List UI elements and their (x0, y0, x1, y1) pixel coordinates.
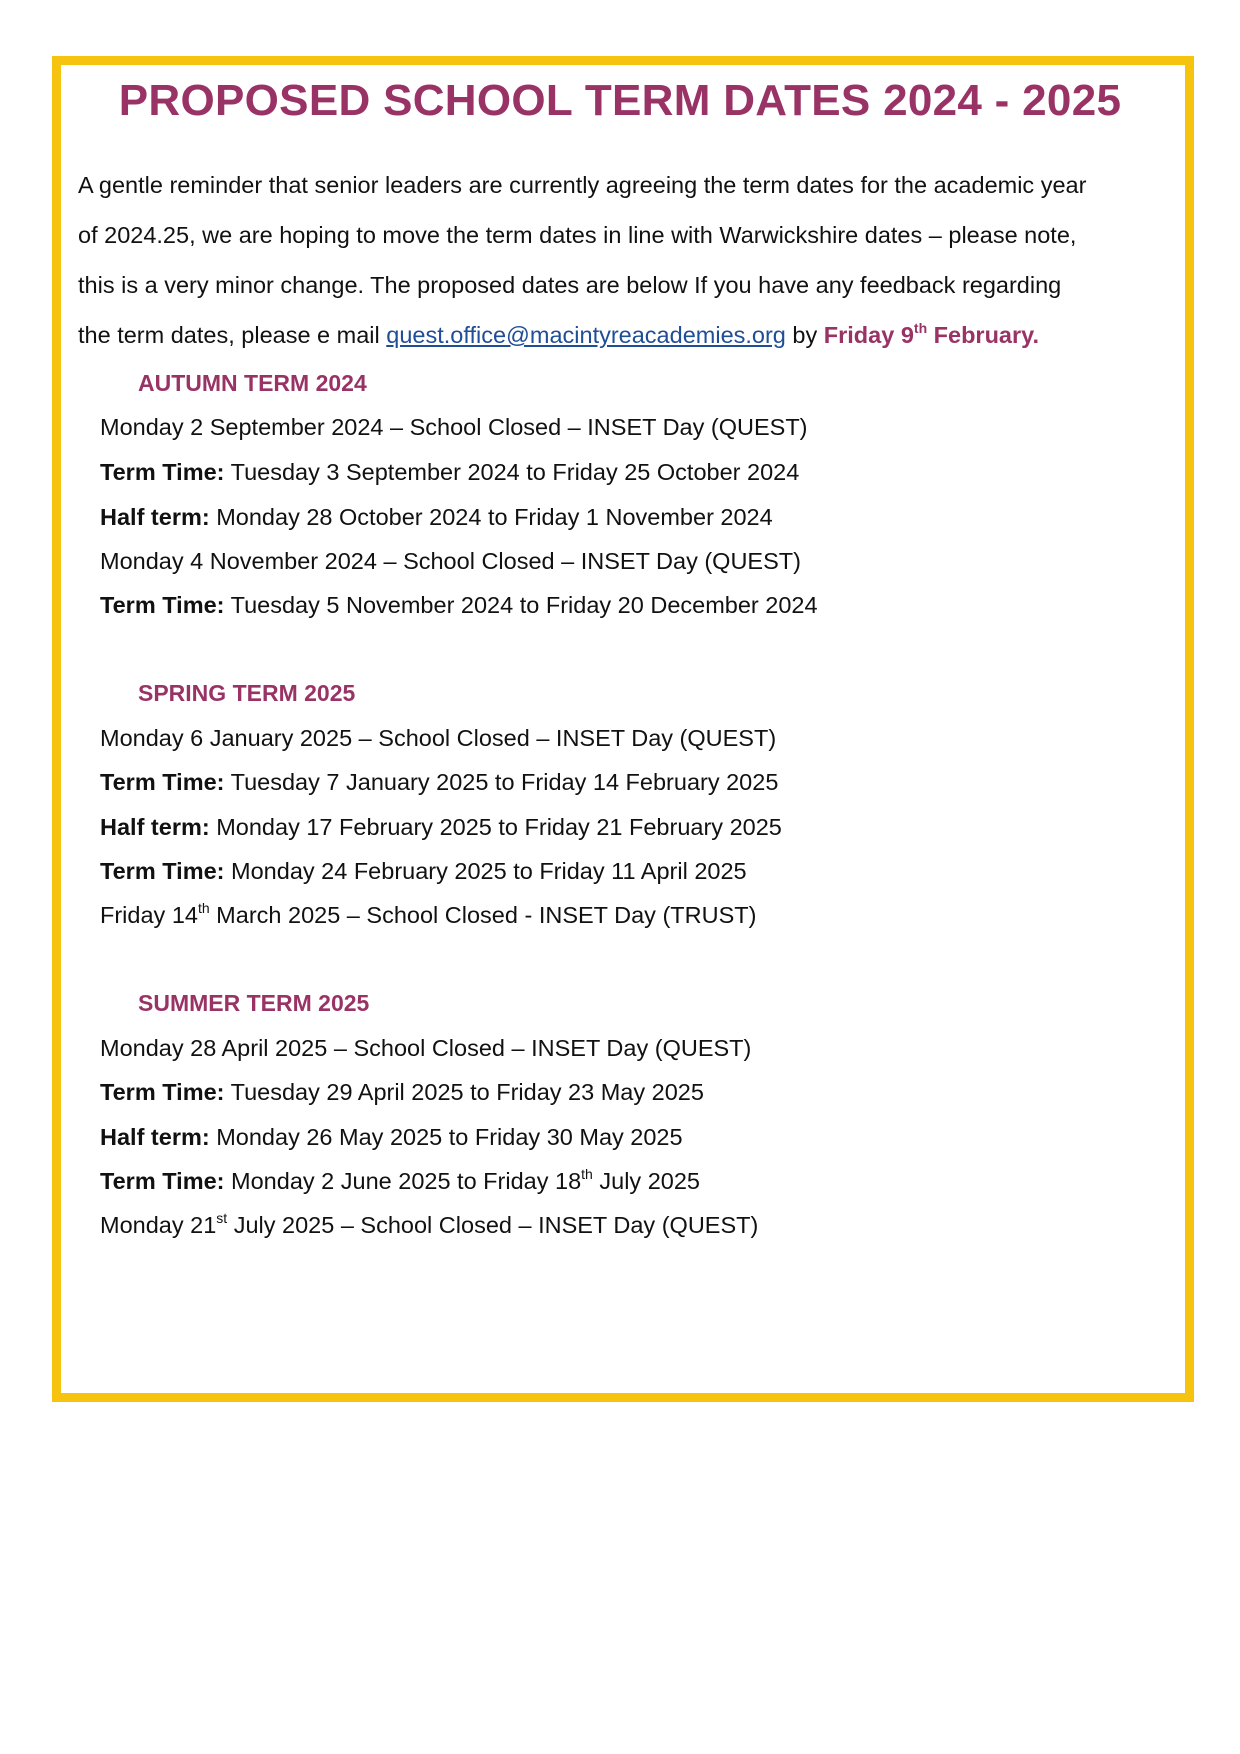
autumn-entry-3-text: Monday 28 October 2024 to Friday 1 November 2024 (209, 504, 773, 530)
feedback-deadline (824, 322, 1039, 348)
spring-entry-5-day: Friday 14 (100, 902, 198, 928)
autumn-entry-2 (100, 459, 799, 486)
spring-entry-5-text: March 2025 – School Closed - INSET Day (TRUST) (209, 902, 757, 928)
half-term-label: Half term: (100, 504, 210, 530)
autumn-term-heading: AUTUMN TERM 2024 (138, 370, 367, 396)
deadline-month: February. (927, 322, 1040, 348)
ordinal-suffix: st (216, 1210, 228, 1227)
summer-entry-5-day: Monday 21 (100, 1212, 217, 1238)
half-term-label: Half term: (100, 814, 210, 840)
ordinal-suffix: th (197, 900, 210, 917)
autumn-entry-5-text: Tuesday 5 November 2024 to Friday 20 December 2024 (224, 592, 818, 618)
intro-line-4 (78, 310, 1168, 360)
intro-by-text: by (785, 322, 824, 348)
spring-entry-2 (100, 769, 778, 796)
autumn-entry-4: Monday 4 November 2024 – School Closed – INSET Day (QUEST) (100, 548, 801, 574)
spring-entry-4-text: Monday 24 February 2025 to Friday 11 April 2025 (224, 858, 747, 884)
summer-entry-4-month: July 2025 (592, 1168, 700, 1194)
summer-entry-3-text: Monday 26 May 2025 to Friday 30 May 2025 (209, 1124, 683, 1150)
term-time-label: Term Time: (100, 769, 225, 795)
intro-line-4-text: the term dates, please e mail (78, 322, 387, 348)
deadline-ordinal: th (913, 320, 928, 337)
intro-line-2: of 2024.25, we are hoping to move the term dates in line with Warwickshire dates – please note, (78, 222, 1077, 248)
summer-entry-5 (100, 1212, 758, 1239)
autumn-entry-1: Monday 2 September 2024 – School Closed – INSET Day (QUEST) (100, 414, 808, 440)
autumn-entry-3 (100, 504, 773, 531)
spring-entry-5 (100, 902, 756, 929)
summer-entry-3 (100, 1124, 683, 1151)
deadline-day: Friday 9 (823, 322, 914, 348)
intro-line-1: A gentle reminder that senior leaders are currently agreeing the term dates for the academic year (78, 172, 1087, 198)
term-time-label: Term Time: (100, 459, 225, 485)
term-time-label: Term Time: (100, 858, 225, 884)
ordinal-suffix: th (581, 1166, 593, 1183)
spring-term-heading: SPRING TERM 2025 (138, 680, 356, 706)
term-time-label: Term Time: (100, 592, 225, 618)
page-title: PROPOSED SCHOOL TERM DATES 2024 - 2025 (118, 76, 1122, 125)
spring-entry-4 (100, 858, 747, 885)
spring-entry-2-text: Tuesday 7 January 2025 to Friday 14 February 2025 (224, 769, 779, 795)
term-time-label: Term Time: (100, 1079, 225, 1105)
summer-entry-1: Monday 28 April 2025 – School Closed – INSET Day (QUEST) (100, 1035, 752, 1061)
summer-entry-2-text: Tuesday 29 April 2025 to Friday 23 May 2025 (224, 1079, 704, 1105)
summer-term-heading: SUMMER TERM 2025 (138, 990, 370, 1016)
autumn-entry-5 (100, 592, 818, 619)
term-time-label: Term Time: (100, 1168, 225, 1194)
spring-entry-3-text: Monday 17 February 2025 to Friday 21 February 2025 (209, 814, 782, 840)
email-link[interactable]: quest.office@macintyreacademies.org (386, 322, 786, 348)
intro-paragraph (78, 160, 1168, 360)
summer-entry-4 (100, 1168, 700, 1195)
summer-entry-5-text: July 2025 – School Closed – INSET Day (QUEST) (227, 1212, 759, 1238)
autumn-entry-2-text: Tuesday 3 September 2024 to Friday 25 October 2024 (224, 459, 800, 485)
spring-entry-1: Monday 6 January 2025 – School Closed – INSET Day (QUEST) (100, 725, 777, 751)
summer-entry-4-text: Monday 2 June 2025 to Friday 18 (224, 1168, 582, 1194)
intro-line-3: this is a very minor change. The proposed dates are below If you have any feedback regarding (78, 272, 1062, 298)
summer-entry-2 (100, 1079, 704, 1106)
spring-entry-3 (100, 814, 782, 841)
half-term-label: Half term: (100, 1124, 210, 1150)
